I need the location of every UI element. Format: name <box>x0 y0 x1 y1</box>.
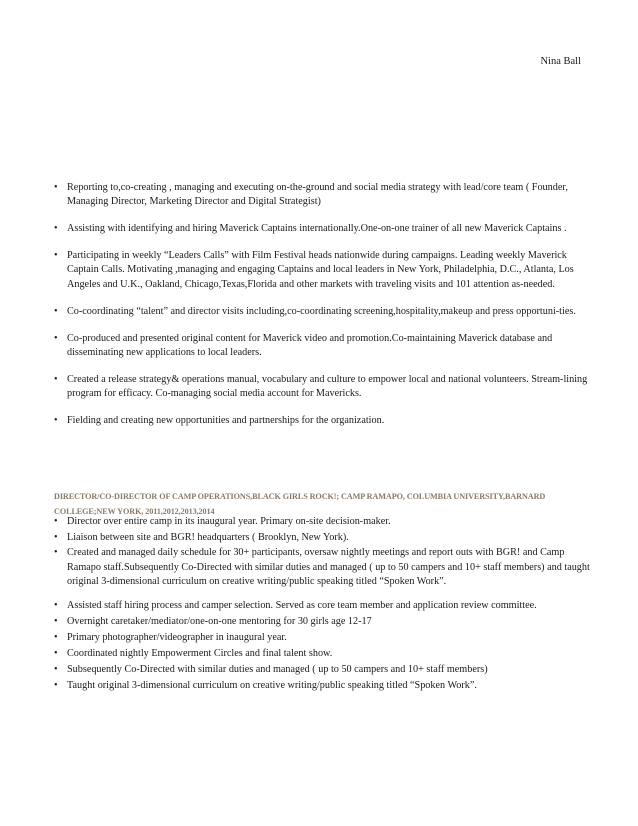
bullet-icon: • <box>54 616 58 627</box>
list-item <box>54 332 592 360</box>
list-item-text: Assisting with identifying and hiring Maverick Captains internationally.One-on-one trainer of all new Maverick Captains . <box>67 223 567 235</box>
bullet-icon: • <box>54 415 58 427</box>
bullet-icon: • <box>54 680 58 691</box>
bullet-icon: • <box>54 373 58 385</box>
list-item-text: Liaison between site and BGR! headquarters ( Brooklyn, New York). <box>67 531 349 543</box>
section-heading: DIRECTOR/CO-DIRECTOR OF CAMP OPERATIONS,BLACK GIRLS ROCK!; CAMP RAMAPO, COLUMBIA UNIVERSITY,BARNARD COLLEGE;NEW YORK, 2011,2012,2013,2014 <box>54 492 546 516</box>
bullet-icon: • <box>54 664 58 675</box>
header-name: Nina Ball <box>540 56 581 67</box>
list-item-text: Primary photographer/videographer in inaugural year. <box>67 632 287 643</box>
list-item-text: Reporting to,co-creating , managing and executing on-the-ground and social media strategy with lead/core team ( Founder, Managing Director, Marketing Director and Digital Strategist) <box>67 182 568 208</box>
bullet-icon: • <box>54 648 58 659</box>
bullet-icon: • <box>54 223 58 235</box>
list-item <box>54 249 592 292</box>
camp-tasks-list <box>54 599 592 695</box>
bullet-icon: • <box>54 182 58 193</box>
list-item-text: Taught original 3-dimensional curriculum on creative writing/public speaking titled “Spoken Work”. <box>67 680 477 691</box>
bullet-icon: • <box>54 632 58 643</box>
list-item <box>54 414 592 428</box>
list-item-text: Coordinated nightly Empowerment Circles and final talent show. <box>67 648 333 659</box>
list-item-text: Director over entire camp in its inaugural year. Primary on-site decision-maker. <box>67 516 391 527</box>
list-item-text: Assisted staff hiring process and camper selection. Served as core team member and application review committee. <box>67 600 537 611</box>
list-item <box>54 222 592 236</box>
bullet-icon: • <box>54 332 58 344</box>
camp-duties-list <box>54 515 592 591</box>
bullet-icon: • <box>54 305 58 317</box>
list-item-text: Subsequently Co-Directed with similar duties and managed ( up to 50 campers and 10+ staff members) <box>67 664 488 675</box>
list-item <box>54 181 592 209</box>
list-item-text: Fielding and creating new opportunities and partnerships for the organization. <box>67 415 385 427</box>
list-item <box>54 599 592 613</box>
list-item <box>54 515 592 529</box>
list-item <box>54 305 592 319</box>
bullet-icon: • <box>54 547 58 559</box>
bullet-icon: • <box>54 600 58 611</box>
list-item-text: Co-produced and presented original content for Maverick video and promotion.Co-maintaining Maverick database and disseminating new applications to local leaders. <box>67 332 553 358</box>
bullet-icon: • <box>54 250 58 262</box>
responsibilities-list <box>54 181 592 441</box>
list-item <box>54 373 592 401</box>
list-item <box>54 531 592 545</box>
list-item <box>54 546 592 589</box>
list-item-text: Overnight caretaker/mediator/one-on-one mentoring for 30 girls age 12-17 <box>67 616 372 627</box>
bullet-icon: • <box>54 516 58 527</box>
list-item-text: Created and managed daily schedule for 30+ participants, oversaw nightly meetings and report outs with BGR! and Camp Ramapo staff.Subsequently Co-Directed with similar duties and managed ( up to 50 campers and 10+ staff members) and taught original 3-dimensional curriculum on creative writing/public speaking titled “Spoken Work”. <box>67 547 590 587</box>
list-item-text: Created a release strategy& operations manual, vocabulary and culture to empower local and national volunteers. Stream-lining program for efficacy. Co-managing social media account for Mavericks. <box>67 373 588 400</box>
list-item <box>54 631 592 645</box>
list-item <box>54 647 592 661</box>
list-item <box>54 615 592 629</box>
list-item-text: Participating in weekly “Leaders Calls” with Film Festival heads nationwide during campaigns. Leading weekly Maverick Captain Calls. Motivating ,managing and engaging Captains and local leaders in New York, Philadelphia, D.C., Atlanta, Los Angeles and U.K., Oakland, Chicago,Texas,Florida and other markets with traveling visits and 101 attention as-needed. <box>67 250 574 290</box>
bullet-icon: • <box>54 531 58 543</box>
list-item <box>54 663 592 677</box>
list-item-text: Co-coordinating “talent” and director visits including,co-coordinating screening,hospitality,makeup and press opportuni-ties. <box>67 305 576 317</box>
list-item <box>54 679 592 693</box>
